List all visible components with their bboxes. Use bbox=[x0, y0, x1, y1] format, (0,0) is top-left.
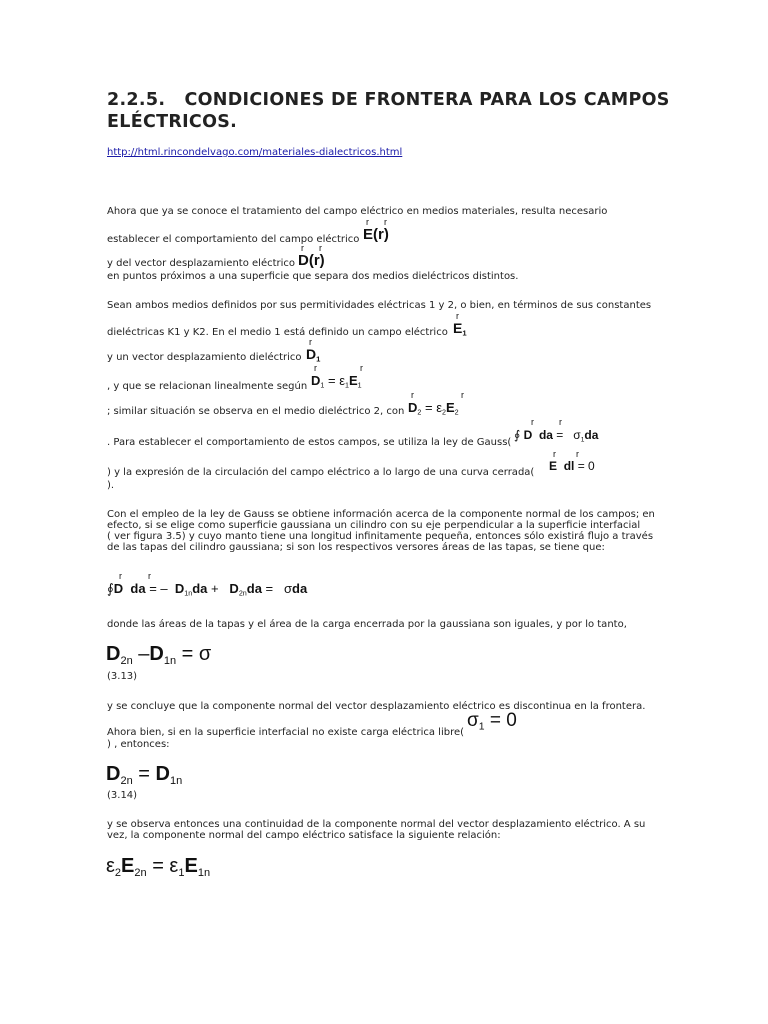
equation-number-3-14: (3.14) bbox=[107, 790, 138, 801]
paragraph-1-line-2: establecer el comportamiento del campo eléctrico bbox=[107, 234, 360, 245]
paragraph-2-line-2: dieléctricas K1 y K2. En el medio 1 está definido un campo eléctrico bbox=[107, 327, 448, 338]
paragraph-7-line-2: vez, la componente normal del campo eléctrico satisface la siguiente relación: bbox=[107, 830, 501, 841]
math-sigma-zero: $\sigma_1 = 0$ bbox=[467, 710, 517, 733]
math-D2-eq-eps2-E2: r r $D_2 = \varepsilon_2E_2$ bbox=[408, 390, 464, 417]
equation-number-3-13: (3.13) bbox=[107, 671, 138, 682]
section-title: CONDICIONES DE FRONTERA PARA LOS CAMPOS ELÉCTRICOS. bbox=[107, 90, 670, 132]
math-gauss-law: r r ∮ D da = $\sigma_1da$ bbox=[514, 417, 599, 444]
paragraph-2-line-4: , y que se relacionan linealmente según bbox=[107, 381, 308, 392]
equation-3-14: $D_{2n} = D_{1n}$ bbox=[106, 763, 183, 787]
math-D1-eq-eps1-E1: r r $D_1 = \varepsilon_1E_1$ bbox=[311, 363, 363, 390]
paragraph-1-line-4: en puntos próximos a una superficie que separa dos medios dieléctricos distintos. bbox=[107, 271, 519, 282]
paragraph-2-line-1: Sean ambos medios definidos por sus permitividades eléctricas 1 y 2, o bien, en términos de sus constantes bbox=[107, 300, 652, 311]
math-D1: r $D_1$ bbox=[306, 337, 321, 364]
paragraph-2-line-3: y un vector desplazamiento dieléctrico bbox=[107, 352, 302, 363]
math-E1: r $E_1$ bbox=[453, 311, 467, 338]
paragraph-2-line-7: ) y la expresión de la circulación del campo eléctrico a lo largo de una curva cerrada( bbox=[107, 467, 535, 478]
paragraph-3-line-2: efecto, si se elige como superficie gaussiana un cilindro con su eje perpendicular a la superficie interfacial bbox=[107, 520, 641, 531]
math-gauss-expansion: r r ∮D da = – $D_{1n}da + D_{2n}da = \sigma da$ bbox=[107, 571, 308, 598]
paragraph-5: y se concluye que la componente normal del vector desplazamiento eléctrico es discontinua en la frontera. bbox=[107, 701, 646, 712]
math-circulation: r r E dl = 0 bbox=[549, 449, 595, 473]
paragraph-4: donde las áreas de la tapas y el área de la carga encerrada por la gaussiana son iguales, y por lo tanto, bbox=[107, 619, 627, 630]
equation-3-13: $D_{2n}$ $-D_{1n} = \sigma$ bbox=[106, 643, 212, 667]
math-E-of-r: r r E(r) bbox=[363, 217, 389, 243]
paragraph-1-line-1: Ahora que ya se conoce el tratamiento del campo eléctrico en medios materiales, resulta necesario bbox=[107, 206, 608, 217]
paragraph-3-line-1: Con el empleo de la ley de Gauss se obtiene información acerca de la componente normal de los campos; en bbox=[107, 509, 655, 520]
paragraph-6-line-1: Ahora bien, si en la superficie interfacial no existe carga eléctrica libre( bbox=[107, 727, 465, 738]
paragraph-7-line-1: y se observa entonces una continuidad de la componente normal del vector desplazamiento eléctrico. A su bbox=[107, 819, 646, 830]
section-heading bbox=[107, 89, 677, 133]
paragraph-6-line-2: ) , entonces: bbox=[107, 739, 170, 750]
paragraph-2-line-8: ). bbox=[107, 480, 115, 491]
source-link[interactable]: http://html.rincondelvago.com/materiales-dialectricos.html bbox=[107, 147, 403, 158]
equation-normal-electric-field: $\varepsilon_2E_{2n} = \varepsilon_1E_{1n}$ bbox=[106, 855, 211, 879]
paragraph-2-line-6: . Para establecer el comportamiento de estos campos, se utiliza la ley de Gauss( bbox=[107, 437, 512, 448]
paragraph-2-line-5: ; similar situación se observa en el medio dieléctrico 2, con bbox=[107, 406, 405, 417]
paragraph-1-line-3: y del vector desplazamiento eléctrico bbox=[107, 258, 296, 269]
paragraph-3-line-4: de las tapas del cilindro gaussiana; si son los respectivos versores áreas de las tapas, se tiene que: bbox=[107, 542, 605, 553]
math-D-of-r: r r D(r) bbox=[298, 243, 325, 269]
paragraph-3-line-3: ( ver figura 3.5) y cuyo manto tiene una longitud infinitamente pequeña, entonces sólo existirá flujo a través bbox=[107, 531, 654, 542]
section-number: 2.2.5. bbox=[107, 90, 166, 110]
